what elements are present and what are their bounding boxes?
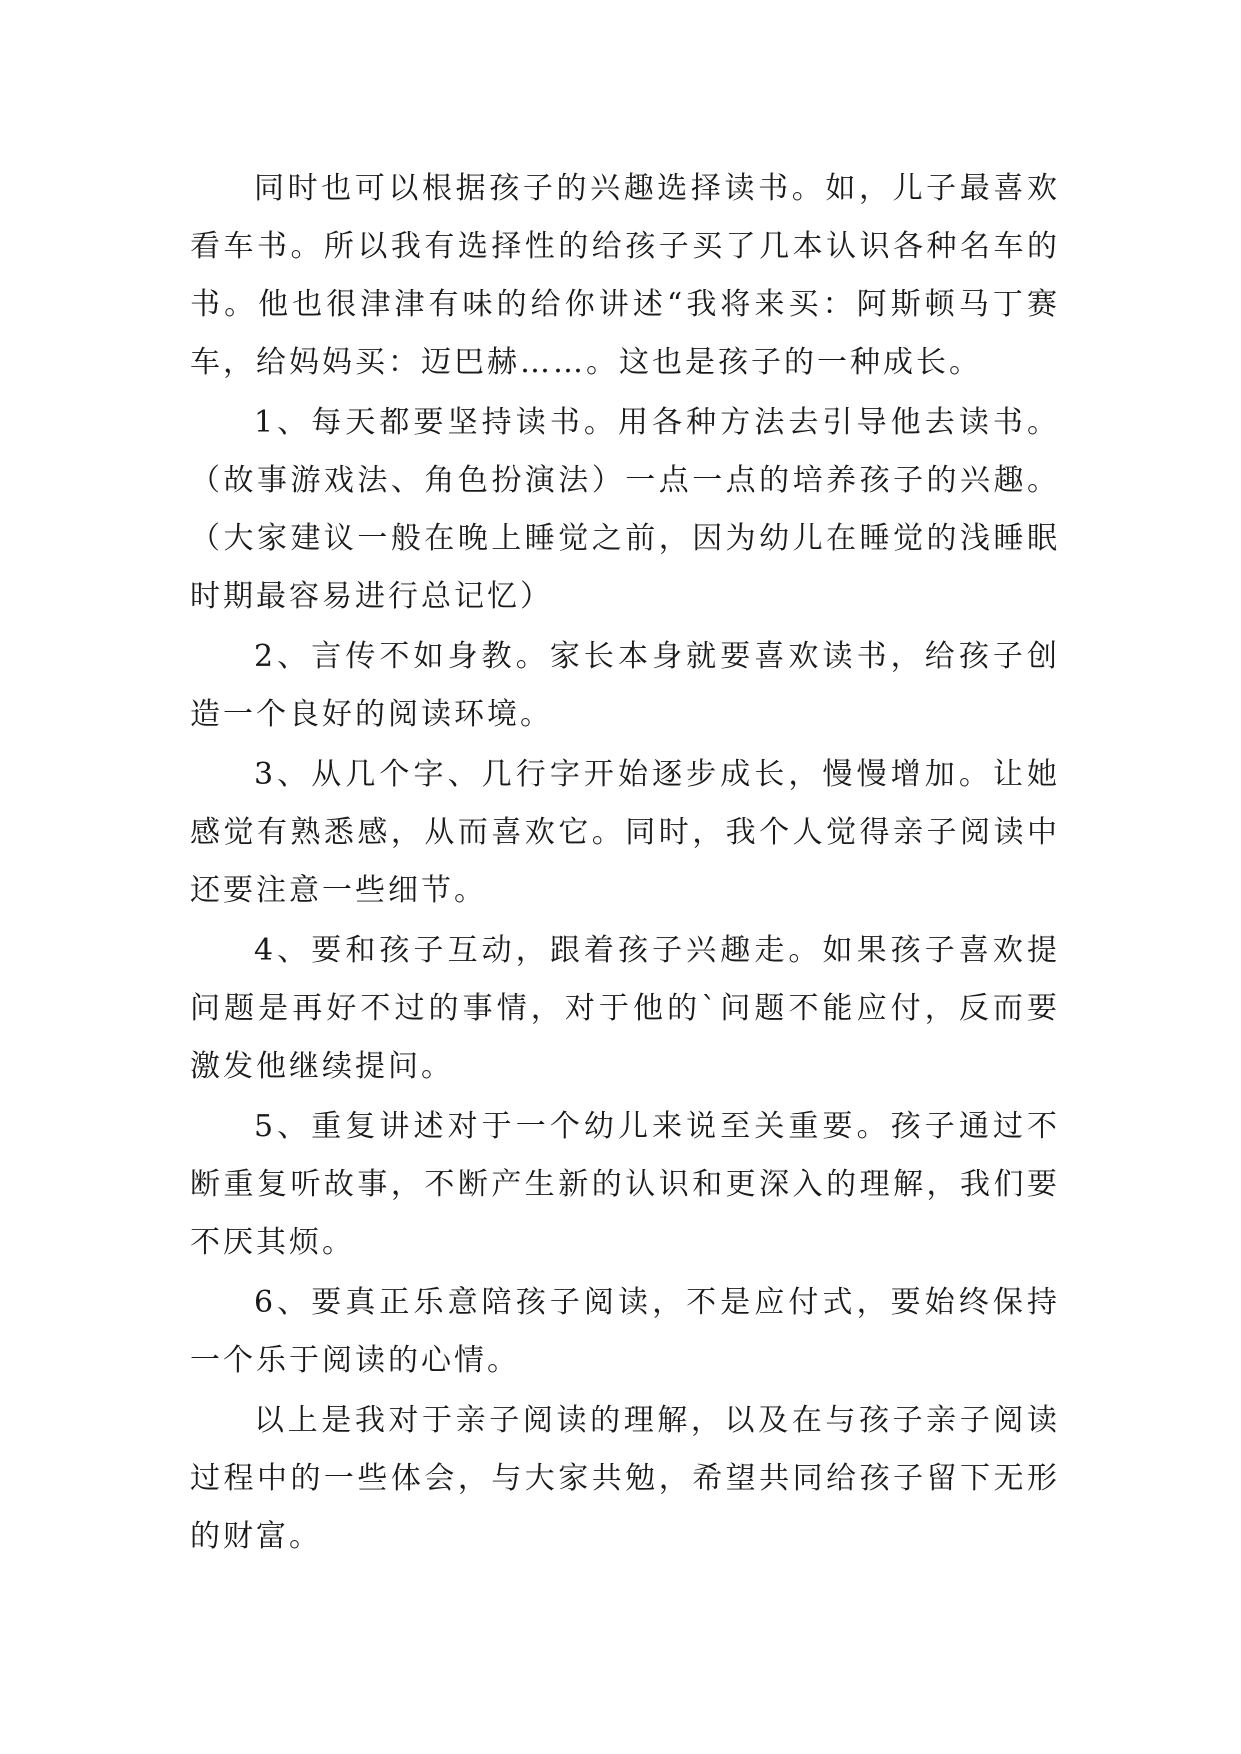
paragraph-item-3: 3、从几个字、几行字开始逐步成长，慢慢增加。让她感觉有熟悉感，从而喜欢它。同时，我个人觉得亲子阅读中还要注意一些细节。 xyxy=(190,757,1060,908)
paragraph-item-6: 6、要真正乐意陪孩子阅读，不是应付式，要始终保持一个乐于阅读的心情。 xyxy=(190,1285,1060,1378)
paragraph-intro: 同时也可以根据孩子的兴趣选择读书。如，儿子最喜欢看车书。所以我有选择性的给孩子买了几本认识各种名车的书。他也很津津有味的给你讲述“我将来买：阿斯顿马丁赛车，给妈妈买：迈巴赫……。这也是孩子的一种成长。 xyxy=(190,171,1060,380)
paragraph-item-1: 1、每天都要坚持读书。用各种方法去引导他去读书。（故事游戏法、角色扮演法）一点一点的培养孩子的兴趣。（大家建议一般在晚上睡觉之前，因为幼儿在睡觉的浅睡眠时期最容易进行总记忆） xyxy=(190,405,1060,614)
paragraph-item-5: 5、重复讲述对于一个幼儿来说至关重要。孩子通过不断重复听故事，不断产生新的认识和更深入的理解，我们要不厌其烦。 xyxy=(190,1109,1060,1260)
paragraph-item-2: 2、言传不如身教。家长本身就要喜欢读书，给孩子创造一个良好的阅读环境。 xyxy=(190,639,1060,732)
paragraph-item-4: 4、要和孩子互动，跟着孩子兴趣走。如果孩子喜欢提问题是再好不过的事情，对于他的`问题不能应付，反而要激发他继续提问。 xyxy=(190,933,1060,1084)
document-body xyxy=(190,160,1060,1568)
paragraph-conclusion: 以上是我对于亲子阅读的理解，以及在与孩子亲子阅读过程中的一些体会，与大家共勉，希望共同给孩子留下无形的财富。 xyxy=(190,1403,1060,1554)
